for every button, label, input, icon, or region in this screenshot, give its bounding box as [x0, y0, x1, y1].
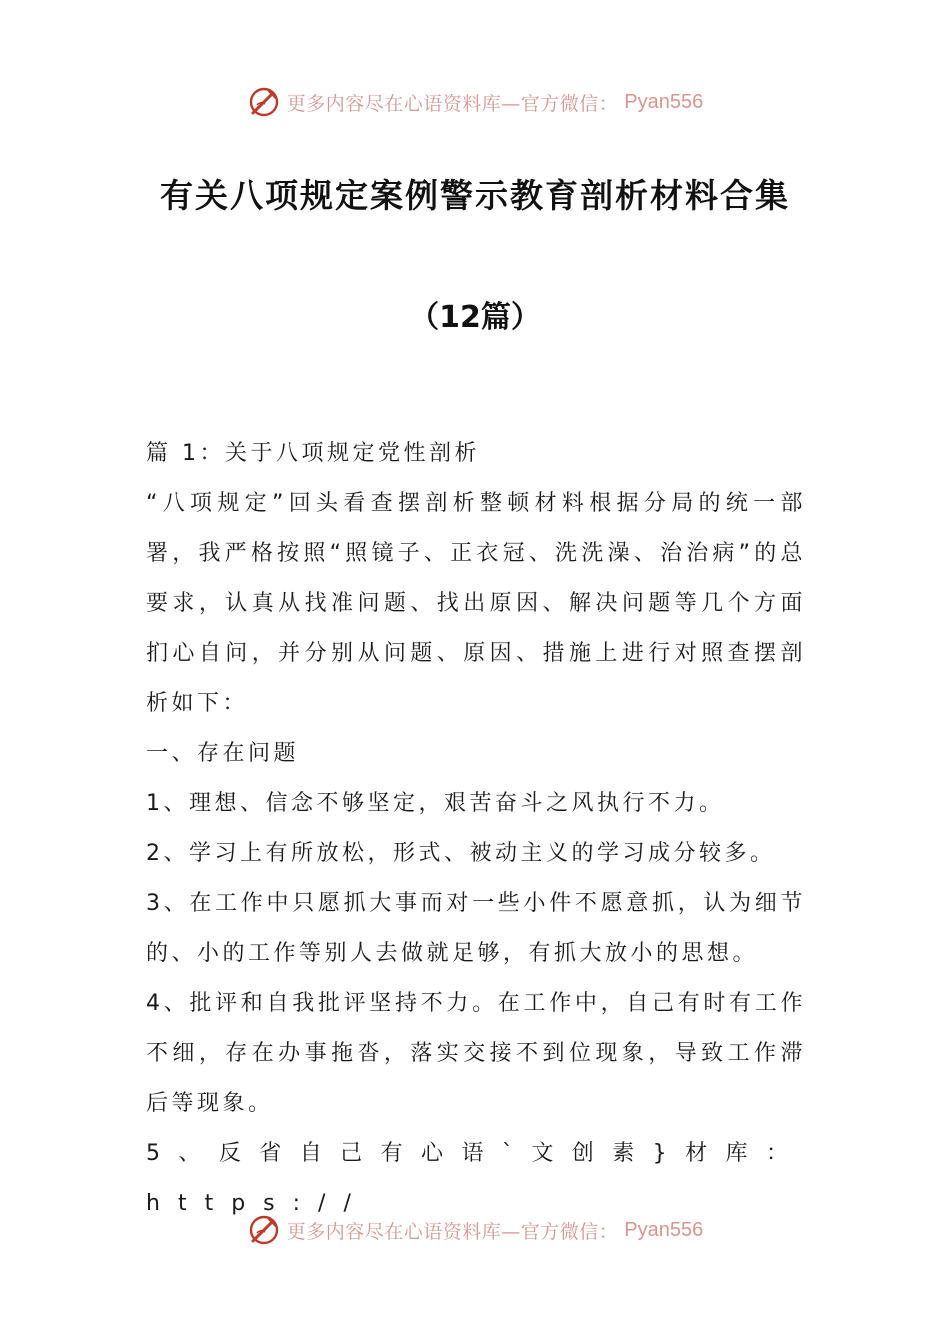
header-watermark — [0, 80, 950, 124]
paragraph: 3、在工作中只愿抓大事而对一些小件不愿意抓，认为细节的、小的工作等别人去做就足够，有抓大放小的思想。 — [146, 891, 806, 966]
watermark-text: 更多内容尽在心语资料库—官方微信： — [286, 92, 619, 115]
paragraph: “八项规定”回头看查摆剖析整顿材料根据分局的统一部署，我严格按照“照镜子、正衣冠、洗洗澡、治治病”的总要求，认真从找准问题、找出原因、解决问题等几个方面扪心自问，并分别从问题、原因、措施上进行对照查摆剖析如下： — [146, 491, 806, 716]
paragraph: 5、反省自己有心语`文创素}材库：https:// — [146, 1141, 806, 1216]
document-subtitle: （12篇） — [409, 300, 541, 335]
paragraph: 2、学习上有所放松，形式、被动主义的学习成分较多。 — [146, 841, 776, 866]
pen-circle-icon — [247, 85, 281, 119]
paragraph: 篇 1：关于八项规定党性剖析 — [146, 441, 480, 466]
document-body — [146, 429, 806, 1229]
paragraph: 4、批评和自我批评坚持不力。在工作中，自己有时有工作不细，存在办事拖沓，落实交接不到位现象，导致工作滞后等现象。 — [146, 991, 806, 1116]
paragraph: 一、存在问题 — [146, 741, 300, 766]
pen-circle-icon — [247, 1213, 281, 1247]
watermark-id: Pyan556 — [624, 90, 704, 113]
paragraph: 1、理想、信念不够坚定，艰苦奋斗之风执行不力。 — [146, 791, 725, 816]
document-title: 有关八项规定案例警示教育剖析材料合集 — [160, 176, 790, 215]
watermark-text: 更多内容尽在心语资料库—官方微信： — [286, 1220, 619, 1243]
watermark-id: Pyan556 — [624, 1218, 704, 1241]
footer-watermark — [0, 1208, 950, 1252]
